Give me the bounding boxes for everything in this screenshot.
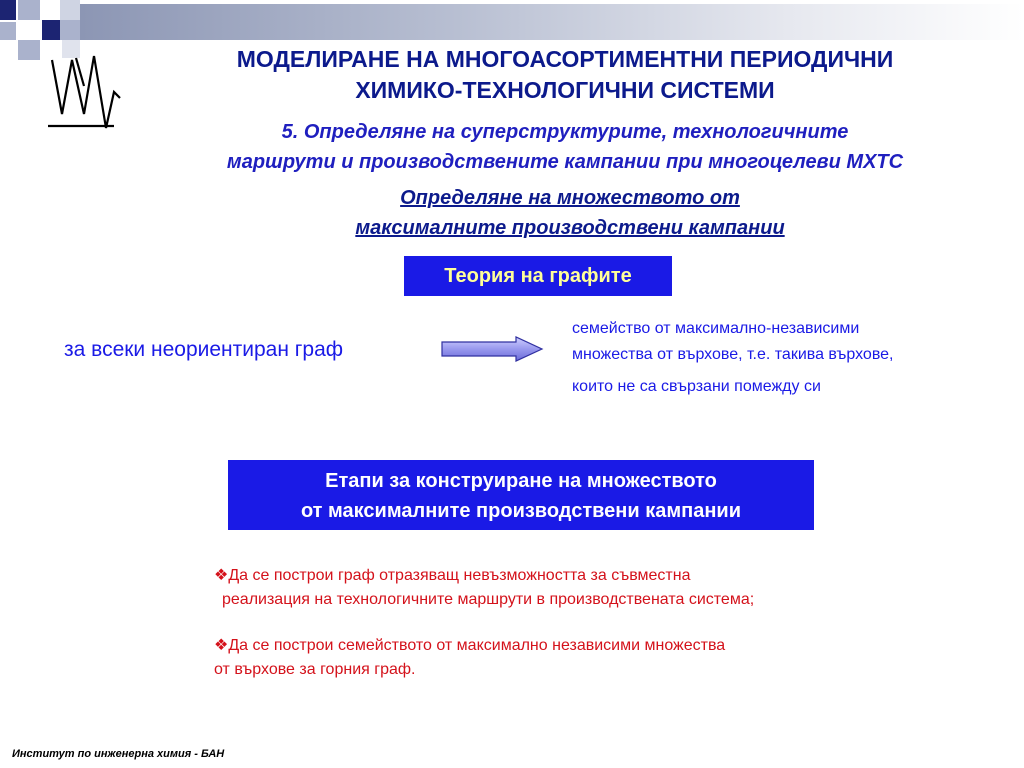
list-item-text: от върхове за горния граф.	[214, 661, 416, 678]
independent-sets-line: които не са свързани помежду си	[572, 378, 821, 395]
page-title	[110, 44, 1020, 106]
decor-square	[60, 20, 80, 40]
independent-sets-text	[572, 316, 1012, 400]
list-item-text: Да се построи семейството от максимално независими множества	[228, 637, 726, 654]
steps-list	[214, 564, 914, 682]
header-gradient-bar	[80, 4, 1024, 40]
decor-square	[18, 22, 40, 40]
set-heading-line: Определяне на множеството от	[400, 187, 740, 209]
list-item-text: Да се построи граф отразяващ невъзможността за съвместна	[228, 567, 691, 584]
list-item	[214, 634, 914, 658]
undirected-graph-text: за всеки неориентиран граф	[64, 338, 344, 361]
footer-institute: Институт по инженерна химия - БАН	[12, 748, 225, 760]
diamond-bullet-icon: ❖	[214, 637, 229, 654]
list-item-text: реализация на технологичните маршрути в производствената система;	[222, 591, 755, 608]
title-line: МОДЕЛИРАНЕ НА МНОГОАСОРТИМЕНТНИ ПЕРИОДИЧНИ	[236, 46, 894, 72]
decor-square	[18, 0, 40, 20]
stages-line: от максималните производствени кампании	[300, 500, 742, 522]
decor-square	[0, 0, 16, 20]
diamond-bullet-icon: ❖	[214, 567, 229, 584]
set-heading	[200, 183, 940, 243]
decor-square	[18, 40, 40, 60]
decor-square	[42, 0, 60, 20]
section-subtitle	[100, 117, 1024, 177]
stages-box	[228, 460, 814, 530]
decor-square	[0, 22, 16, 40]
stages-line: Етапи за конструиране на множеството	[325, 470, 717, 492]
graph-theory-box: Теория на графите	[404, 256, 672, 296]
independent-sets-line: множества от върхове, т.е. такива върхове,	[572, 346, 894, 363]
subtitle-line: маршрути и производствените кампании при многоцелеви МХТС	[226, 151, 904, 173]
title-line: ХИМИКО-ТЕХНОЛОГИЧНИ СИСТЕМИ	[355, 77, 775, 103]
decor-square	[42, 20, 60, 40]
subtitle-line: 5. Определяне на суперструктурите, технологичните	[281, 121, 849, 143]
independent-sets-line: семейство от максимално-независими	[572, 320, 860, 337]
decor-square	[60, 0, 80, 20]
set-heading-line: максималните производствени кампании	[355, 217, 785, 239]
right-arrow-icon	[440, 336, 544, 362]
list-item	[214, 564, 914, 588]
